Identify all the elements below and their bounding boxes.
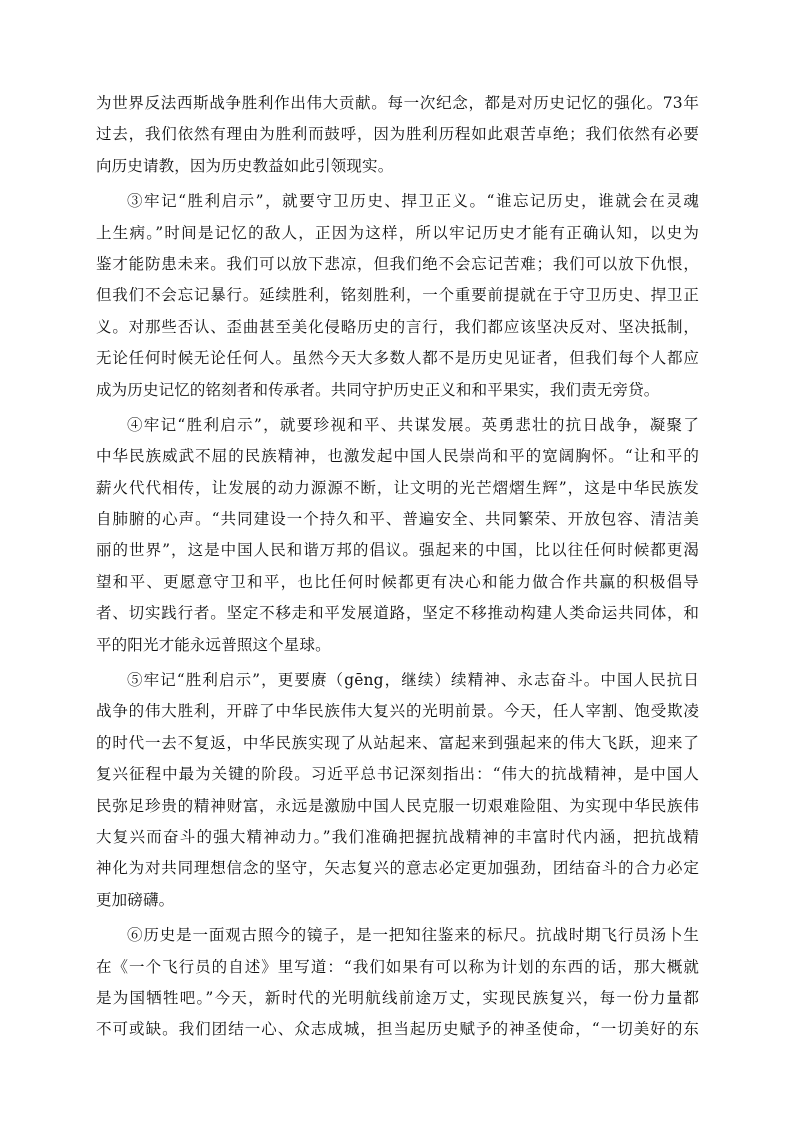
- text-line: ④牢记“胜利启示”，就要珍视和平、共谋发展。英勇悲壮的抗日战争，凝聚了: [127, 415, 699, 434]
- text-line: 但我们不会忘记暴行。延续胜利，铭刻胜利，一个重要前提就在于守卫历史、捍卫正: [96, 286, 699, 305]
- text-line: 的时代一去不复返，中华民族实现了从站起来、富起来到强起来的伟大飞跃，迎来了: [96, 733, 699, 752]
- text-line: 为世界反法西斯战争胜利作出伟大贡献。每一次纪念，都是对历史记忆的强化。73年: [96, 94, 699, 112]
- paragraph-5: [96, 665, 699, 916]
- text-line: 神化为对共同理想信念的坚守，矢志复兴的意志必定更加强劲，团结奋斗的合力必定: [96, 859, 699, 878]
- text-line: 无论任何时候无论任何人。虽然今天大多数人都不是历史见证者，但我们每个人都应: [96, 349, 699, 368]
- text-line: 复兴征程中最为关键的阶段。习近平总书记深刻指出：“伟大的抗战精神，是中国人: [96, 765, 699, 784]
- text-line: 丽的世界”，这是中国人民和谐万邦的倡议。强起来的中国，比以往任何时候都更渴: [96, 541, 699, 560]
- text-line: 义。对那些否认、歪曲甚至美化侵略历史的言行，我们都应该坚决反对、坚决抵制，: [96, 317, 699, 336]
- text-line: 望和平、更愿意守卫和平，也比任何时候都更有决心和能力做合作共赢的积极倡导: [96, 572, 699, 591]
- document-page: [96, 88, 699, 1046]
- text-line: 战争的伟大胜利，开辟了中华民族伟大复兴的光明前景。今天，任人宰割、饱受欺凌: [96, 702, 699, 721]
- paragraph-3: [96, 186, 699, 406]
- text-line: 过去，我们依然有理由为胜利而鼓呼，因为胜利历程如此艰苦卓绝；我们依然有必要: [96, 125, 699, 144]
- text-line: ⑤牢记“胜利启示”，更要赓（gēng，继续）续精神、永志奋斗。中国人民抗日: [127, 671, 699, 690]
- text-line: 中华民族威武不屈的民族精神，也激发起中国人民崇尚和平的宽阔胸怀。“让和平的: [96, 447, 699, 466]
- text-line: ⑥历史是一面观古照今的镜子，是一把知往鉴来的标尺。抗战时期飞行员汤卜生: [127, 926, 699, 945]
- text-line: 成为历史记忆的铭刻者和传承者。共同守护历史正义和和平果实，我们责无旁贷。: [96, 380, 660, 399]
- text-line: 鉴才能防患未来。我们可以放下悲凉，但我们绝不会忘记苦难；我们可以放下仇恨，: [96, 254, 699, 273]
- text-line: 自肺腑的心声。“共同建设一个持久和平、普遍安全、共同繁荣、开放包容、清洁美: [96, 510, 699, 529]
- text-line: 大复兴而奋斗的强大精神动力。”我们准确把握抗战精神的丰富时代内涵，把抗战精: [96, 827, 699, 846]
- paragraph-4: [96, 410, 699, 661]
- text-line: ③牢记“胜利启示”，就要守卫历史、捍卫正义。“谁忘记历史，谁就会在灵魂: [127, 192, 699, 211]
- text-line: 在《一个飞行员的自述》里写道：“我们如果有可以称为计划的东西的话，那大概就: [96, 957, 699, 976]
- paragraph-1: [96, 88, 699, 182]
- paragraph-6: [96, 920, 699, 1046]
- text-line: 平的阳光才能永远普照这个星球。: [96, 635, 331, 654]
- text-line: 是为国牺牲吧。”今天，新时代的光明航线前途万丈，实现民族复兴，每一份力量都: [96, 988, 699, 1007]
- text-line: 上生病。”时间是记忆的敌人，正因为这样，所以牢记历史才能有正确认知，以史为: [96, 223, 699, 242]
- text-line: 薪火代代相传，让发展的动力源源不断，让文明的光芒熠熠生辉”，这是中华民族发: [96, 478, 699, 497]
- text-line: 向历史请教，因为历史教益如此引领现实。: [96, 156, 394, 175]
- text-line: 更加磅礴。: [96, 890, 175, 909]
- text-line: 民弥足珍贵的精神财富，永远是激励中国人民克服一切艰难险阻、为实现中华民族伟: [96, 796, 699, 815]
- text-line: 者、切实践行者。坚定不移走和平发展道路，坚定不移推动构建人类命运共同体，和: [96, 604, 699, 623]
- text-line: 不可或缺。我们团结一心、众志成城，担当起历史赋予的神圣使命，“一切美好的东: [96, 1020, 699, 1039]
